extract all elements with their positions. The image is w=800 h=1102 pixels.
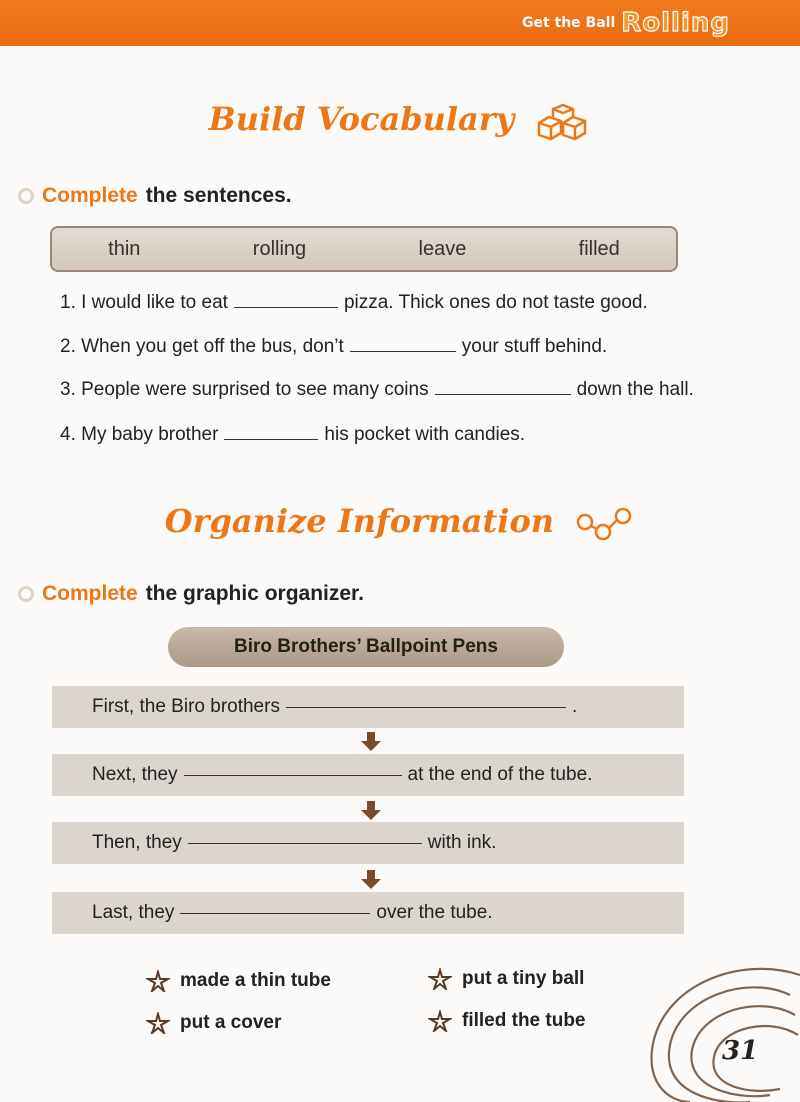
- linked-circles-icon: [575, 506, 635, 542]
- step-text: First, the Biro brothers: [92, 696, 280, 717]
- swirl-decoration: [640, 955, 800, 1102]
- star-doodle-icon: [428, 968, 452, 990]
- answer-blank[interactable]: [286, 706, 566, 708]
- step-text: Then, they: [92, 832, 182, 853]
- star-doodle-icon: [428, 1010, 452, 1032]
- instruction-highlight: Complete: [42, 582, 138, 605]
- step-text: .: [571, 696, 578, 717]
- option-label: put a cover: [180, 1012, 282, 1033]
- step-text: Last, they: [92, 902, 175, 923]
- sentence-text: 1. I would like to eat: [60, 292, 228, 313]
- word-bank-item: leave: [418, 237, 467, 260]
- option-item: [146, 970, 331, 992]
- down-arrow-icon: [360, 732, 382, 752]
- sentence-1: [60, 292, 648, 314]
- option-item: [428, 968, 584, 990]
- answer-blank[interactable]: [350, 350, 456, 352]
- organize-instruction: [18, 582, 364, 606]
- answer-blank[interactable]: [224, 438, 318, 440]
- step-text: over the tube.: [376, 902, 493, 923]
- word-bank-item: rolling: [252, 237, 307, 260]
- down-arrow-icon: [360, 801, 382, 821]
- vocab-heading: [0, 100, 800, 141]
- sentence-text: down the hall.: [576, 379, 694, 400]
- sentence-text: your stuff behind.: [461, 336, 608, 357]
- answer-blank[interactable]: [234, 306, 338, 308]
- step-text: with ink.: [427, 832, 497, 853]
- sentence-text: 3. People were surprised to see many coins: [60, 379, 429, 400]
- sentence-3: [60, 379, 694, 401]
- unit-title-small: Get the Ball: [521, 15, 616, 31]
- organizer-step-3: [52, 822, 684, 864]
- answer-blank[interactable]: [184, 774, 402, 776]
- option-label: made a thin tube: [180, 970, 331, 991]
- star-doodle-icon: [146, 970, 170, 992]
- sentence-text: 4. My baby brother: [60, 424, 219, 445]
- option-item: [428, 1010, 586, 1032]
- header-bar: [0, 0, 800, 46]
- word-bank-item: thin: [108, 237, 141, 260]
- organizer-title: Biro Brothers’ Ballpoint Pens: [168, 627, 564, 667]
- unit-title-big: Rolling: [621, 8, 730, 38]
- sentence-text: his pocket with candies.: [324, 424, 526, 445]
- sentence-2: [60, 336, 607, 358]
- option-item: [146, 1012, 281, 1034]
- organize-heading: [0, 502, 800, 542]
- step-text: Next, they: [92, 764, 178, 785]
- option-label: filled the tube: [462, 1010, 586, 1031]
- organize-title: Organize Information: [164, 502, 555, 540]
- answer-blank[interactable]: [180, 912, 370, 914]
- answer-blank[interactable]: [435, 393, 571, 395]
- answer-blank[interactable]: [188, 842, 422, 844]
- organizer-step-4: [52, 892, 684, 934]
- star-doodle-icon: [146, 1012, 170, 1034]
- organizer-step-1: [52, 686, 684, 728]
- word-bank: [50, 226, 678, 272]
- instruction-highlight: Complete: [42, 184, 138, 207]
- word-bank-item: filled: [578, 237, 620, 260]
- sentence-text: pizza. Thick ones do not taste good.: [343, 292, 648, 313]
- unit-title: [522, 0, 730, 46]
- bullet-icon: [18, 188, 34, 204]
- sentence-text: 2. When you get off the bus, don’t: [60, 336, 344, 357]
- step-text: at the end of the tube.: [407, 764, 593, 785]
- vocab-instruction: [18, 184, 292, 208]
- page-number: 31: [722, 1036, 759, 1066]
- option-label: put a tiny ball: [462, 968, 585, 989]
- instruction-text: the sentences.: [145, 184, 292, 207]
- bullet-icon: [18, 586, 34, 602]
- vocab-title: Build Vocabulary: [208, 100, 515, 138]
- blocks-icon: [535, 103, 591, 141]
- organizer-step-2: [52, 754, 684, 796]
- down-arrow-icon: [360, 870, 382, 890]
- instruction-text: the graphic organizer.: [145, 582, 364, 605]
- sentence-4: [60, 424, 525, 446]
